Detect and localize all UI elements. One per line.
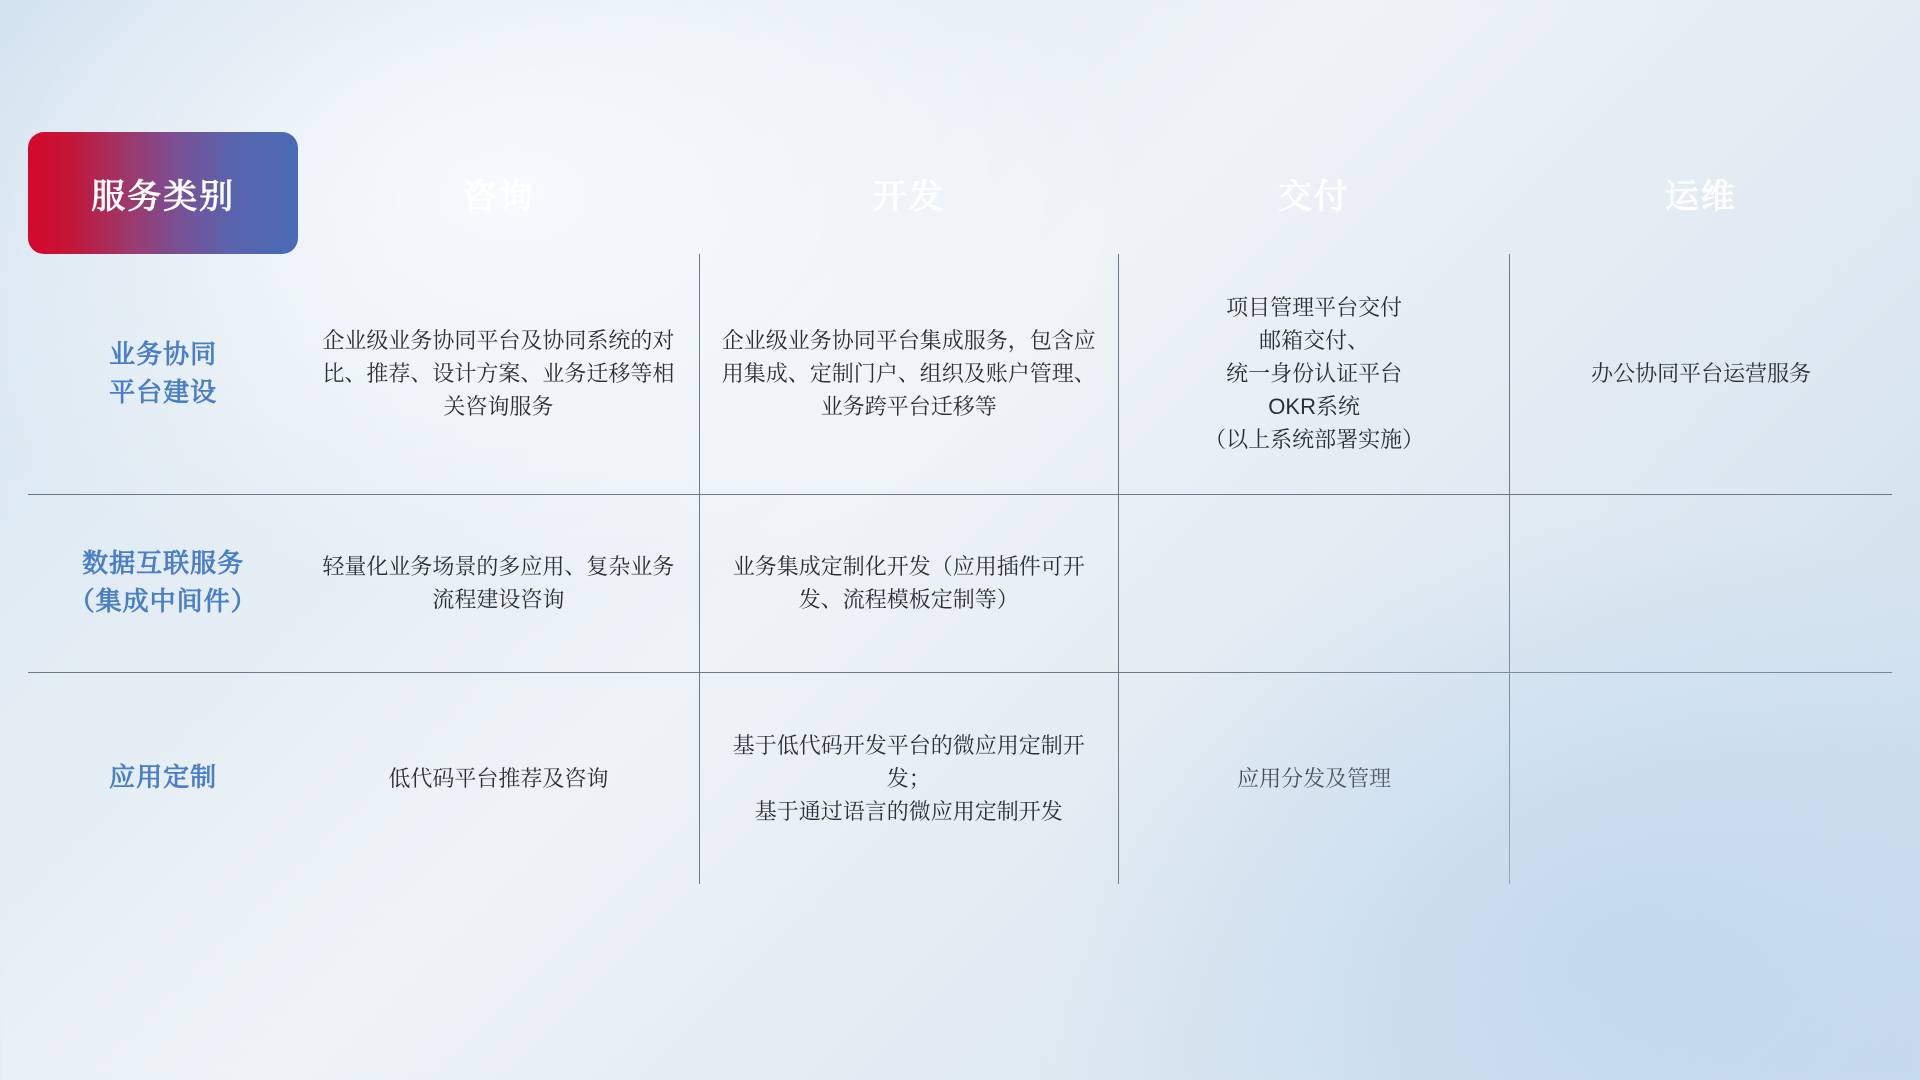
service-matrix-container <box>28 132 1892 884</box>
cell-line: （集成中间件） <box>68 586 258 616</box>
cell-line: 应用分发及管理 <box>1237 765 1392 791</box>
column-header-delivery <box>1118 132 1509 254</box>
column-header-development-label: 开发 <box>872 177 945 216</box>
cell-line: 业务集成定制化开发（应用插件可开发、流程模板定制等） <box>732 554 1085 612</box>
cell-line: 基于低代码开发平台的微应用定制开发； <box>732 732 1085 791</box>
column-header-consulting-label: 咨询 <box>462 177 535 216</box>
cell-category <box>28 254 298 494</box>
cell-line: 项目管理平台交付 <box>1226 295 1403 321</box>
cell-operations <box>1510 494 1892 672</box>
cell-line: 统一身份认证平台 <box>1226 361 1403 387</box>
table-header <box>28 132 1892 254</box>
cell-line: 基于通过语言的微应用定制开发 <box>754 798 1063 824</box>
cell-line: 企业级业务协同平台及协同系统的对比、推荐、设计方案、业务迁移等相关咨询服务 <box>322 328 675 420</box>
cell-line: 邮箱交付、 <box>1259 328 1370 354</box>
cell-operations <box>1510 254 1892 494</box>
table-row <box>28 494 1892 672</box>
cell-line: 企业级业务协同平台集成服务，包含应用集成、定制门户、组织及账户管理、业务跨平台迁移等 <box>721 328 1096 420</box>
column-header-category-label: 服务类别 <box>91 177 236 216</box>
cell-development <box>699 254 1118 494</box>
table-body <box>28 254 1892 884</box>
table-row <box>28 672 1892 884</box>
cell-line: 轻量化业务场景的多应用、复杂业务流程建设咨询 <box>322 554 675 612</box>
header-row <box>28 132 1892 254</box>
cell-development <box>699 494 1118 672</box>
cell-consulting <box>298 254 699 494</box>
cell-line: 数据互联服务 <box>82 548 245 579</box>
cell-delivery <box>1118 254 1509 494</box>
column-header-consulting <box>298 132 699 254</box>
cell-development <box>699 672 1118 884</box>
cell-delivery <box>1118 494 1509 672</box>
cell-consulting <box>298 672 699 884</box>
service-matrix-table <box>28 132 1892 884</box>
cell-line: （以上系统部署实施） <box>1204 427 1425 453</box>
cell-line: OKR系统 <box>1268 394 1360 420</box>
cell-operations <box>1510 672 1892 884</box>
cell-line: 低代码平台推荐及咨询 <box>388 765 609 791</box>
cell-category <box>28 494 298 672</box>
cell-line: 业务协同 <box>109 339 218 370</box>
column-header-delivery-label: 交付 <box>1278 177 1351 216</box>
cell-line: 办公协同平台运营服务 <box>1591 361 1812 387</box>
column-header-operations-label: 运维 <box>1664 177 1737 216</box>
cell-delivery <box>1118 672 1509 884</box>
table-row <box>28 254 1892 494</box>
column-header-operations <box>1510 132 1892 254</box>
cell-line: 平台建设 <box>109 376 218 407</box>
column-header-category <box>28 132 298 254</box>
cell-category <box>28 672 298 884</box>
column-header-development <box>699 132 1118 254</box>
cell-line: 应用定制 <box>109 762 218 793</box>
cell-consulting <box>298 494 699 672</box>
